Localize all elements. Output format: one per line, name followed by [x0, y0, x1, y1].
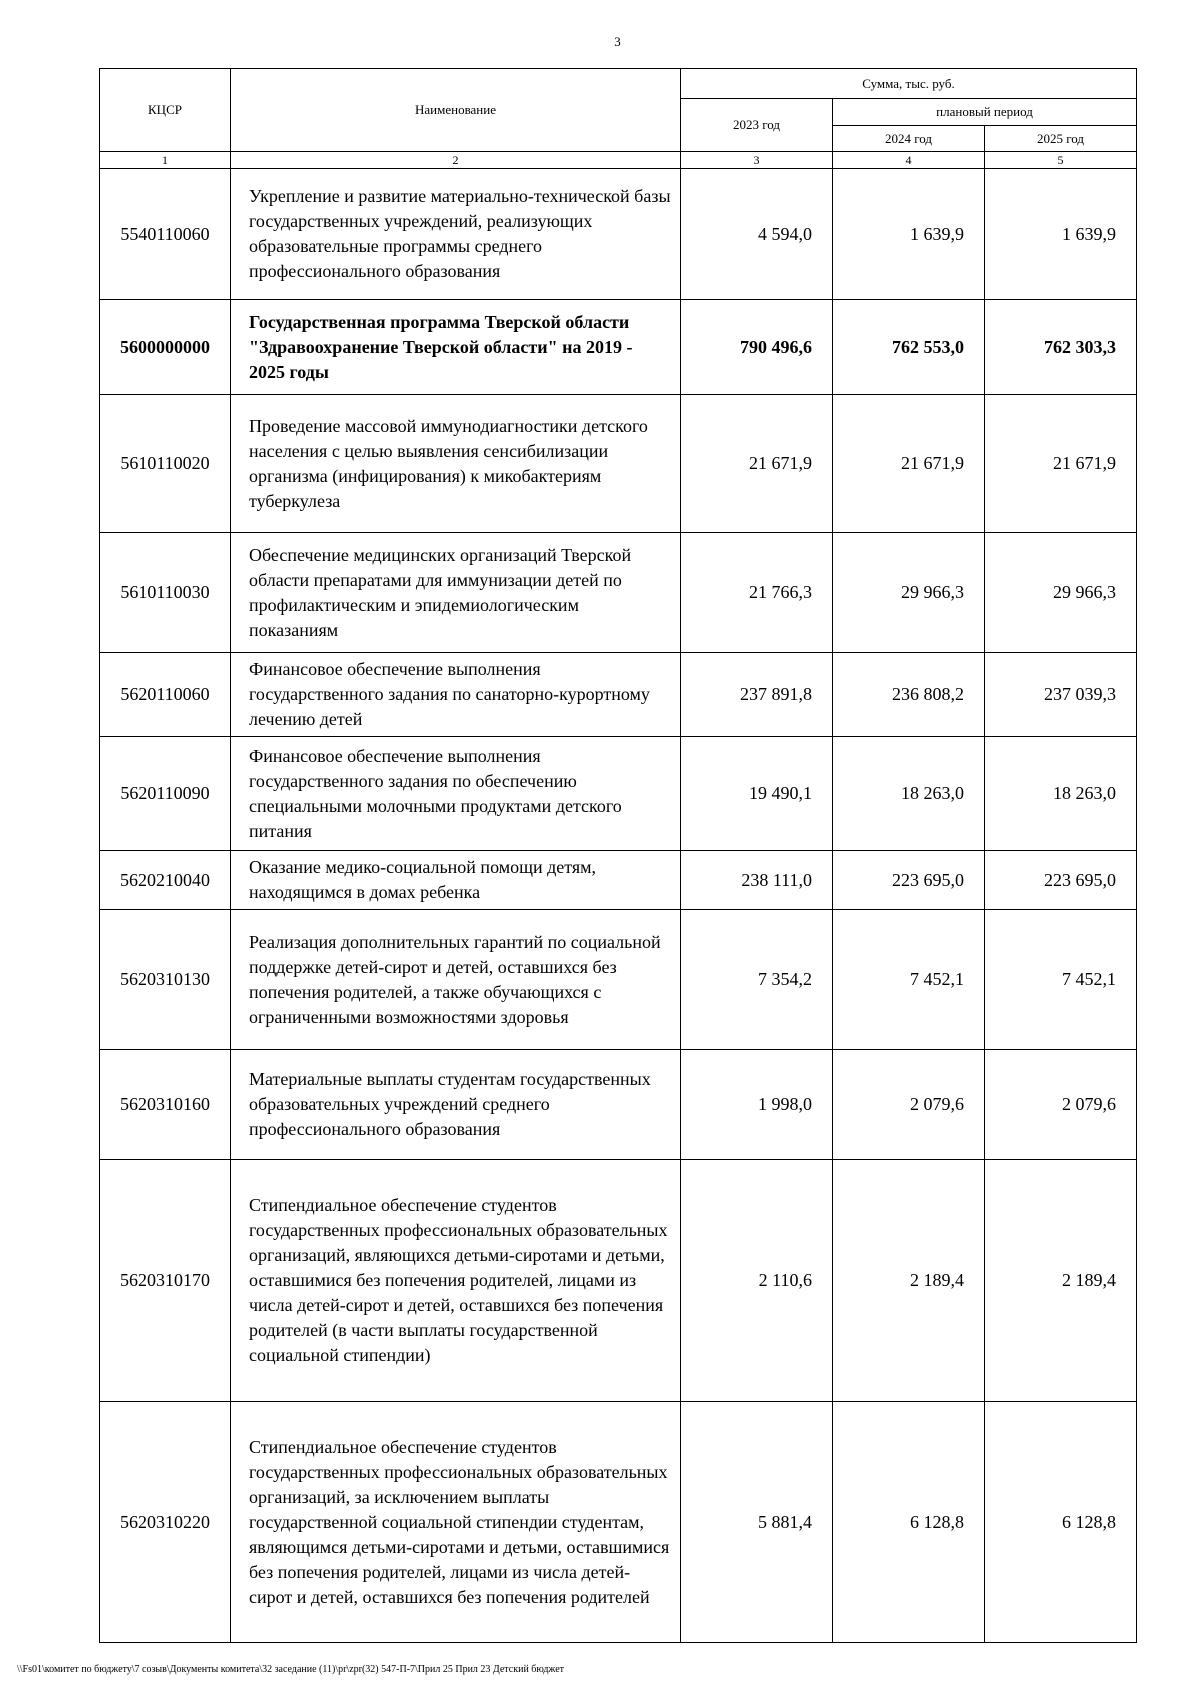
row-value-2025: 237 039,3 — [985, 653, 1137, 737]
table-row — [100, 300, 1137, 395]
table-row — [100, 653, 1137, 737]
header-name: Наименование — [231, 69, 681, 152]
table-row — [100, 1050, 1137, 1160]
row-value-2023: 7 354,2 — [681, 910, 833, 1050]
row-value-2025: 18 263,0 — [985, 737, 1137, 851]
table-row — [100, 395, 1137, 533]
table-row — [100, 169, 1137, 300]
row-name: Укрепление и развитие материально-технической базы государственных учреждений, реализующих образовательные программы среднего профессионального образования — [231, 169, 681, 300]
row-name: Оказание медико-социальной помощи детям, находящимся в домах ребенка — [231, 851, 681, 910]
row-value-2025: 7 452,1 — [985, 910, 1137, 1050]
row-code: 5610110030 — [100, 533, 231, 653]
row-value-2025: 2 189,4 — [985, 1160, 1137, 1402]
page-number: 3 — [614, 34, 621, 49]
table-row — [100, 533, 1137, 653]
row-value-2024: 2 189,4 — [833, 1160, 985, 1402]
table-row — [100, 910, 1137, 1050]
row-value-2023: 238 111,0 — [681, 851, 833, 910]
row-value-2025: 6 128,8 — [985, 1402, 1137, 1643]
row-value-2024: 6 128,8 — [833, 1402, 985, 1643]
table-row — [100, 851, 1137, 910]
column-number: 4 — [833, 152, 985, 169]
row-value-2025: 1 639,9 — [985, 169, 1137, 300]
row-value-2024: 1 639,9 — [833, 169, 985, 300]
row-name: Обеспечение медицинских организаций Тверской области препаратами для иммунизации детей по профилактическим и эпидемиологическим показаниям — [231, 533, 681, 653]
budget-table — [99, 68, 1137, 1643]
row-value-2023: 790 496,6 — [681, 300, 833, 395]
header-year-2023: 2023 год — [681, 99, 833, 152]
row-name: Материальные выплаты студентам государственных образовательных учреждений среднего профессионального образования — [231, 1050, 681, 1160]
row-value-2024: 18 263,0 — [833, 737, 985, 851]
row-value-2023: 4 594,0 — [681, 169, 833, 300]
row-value-2024: 223 695,0 — [833, 851, 985, 910]
row-name: Государственная программа Тверской области "Здравоохранение Тверской области" на 2019 - 2025 годы — [231, 300, 681, 395]
row-code: 5620110090 — [100, 737, 231, 851]
row-value-2024: 7 452,1 — [833, 910, 985, 1050]
row-value-2023: 21 671,9 — [681, 395, 833, 533]
header-code: КЦСР — [100, 69, 231, 152]
row-code: 5620310160 — [100, 1050, 231, 1160]
row-name: Стипендиальное обеспечение студентов государственных профессиональных образовательных организаций, являющихся детьми-сиротами и детьми, оставшимися без попечения родителей, лицами из числа детей-сирот и детей, оставшихся без попечения родителей (в части выплаты государственной социальной стипендии) — [231, 1160, 681, 1402]
row-value-2025: 21 671,9 — [985, 395, 1137, 533]
row-name: Финансовое обеспечение выполнения государственного задания по санаторно-курортному лечению детей — [231, 653, 681, 737]
row-code: 5620310170 — [100, 1160, 231, 1402]
row-value-2023: 2 110,6 — [681, 1160, 833, 1402]
table-row — [100, 1402, 1137, 1643]
column-number: 5 — [985, 152, 1137, 169]
header-sum: Сумма, тыс. руб. — [681, 69, 1137, 99]
row-value-2025: 762 303,3 — [985, 300, 1137, 395]
row-value-2023: 5 881,4 — [681, 1402, 833, 1643]
row-code: 5620310220 — [100, 1402, 231, 1643]
row-value-2025: 223 695,0 — [985, 851, 1137, 910]
row-code: 5610110020 — [100, 395, 231, 533]
header-year-2025: 2025 год — [985, 126, 1137, 152]
row-value-2025: 2 079,6 — [985, 1050, 1137, 1160]
column-number: 2 — [231, 152, 681, 169]
row-value-2023: 19 490,1 — [681, 737, 833, 851]
row-value-2023: 1 998,0 — [681, 1050, 833, 1160]
footer-file-path: \\Fs01\комитет по бюджету\7 созыв\Документы комитета\32 заседание (11)\pr\zpr(32) 547-П-7\Прил 25 Прил 23 Детский бюджет — [17, 1664, 565, 1675]
header-planned-period: плановый период — [833, 99, 1137, 126]
row-name: Финансовое обеспечение выполнения государственного задания по обеспечению специальными молочными продуктами детского питания — [231, 737, 681, 851]
row-name: Реализация дополнительных гарантий по социальной поддержке детей-сирот и детей, оставшихся без попечения родителей, а также обучающихся с ограниченными возможностями здоровья — [231, 910, 681, 1050]
row-name: Проведение массовой иммунодиагностики детского населения с целью выявления сенсибилизации организма (инфицирования) к микобактериям туберкулеза — [231, 395, 681, 533]
row-code: 5620310130 — [100, 910, 231, 1050]
row-code: 5620210040 — [100, 851, 231, 910]
header-year-2024: 2024 год — [833, 126, 985, 152]
row-value-2024: 236 808,2 — [833, 653, 985, 737]
row-value-2024: 2 079,6 — [833, 1050, 985, 1160]
row-value-2024: 21 671,9 — [833, 395, 985, 533]
row-code: 5600000000 — [100, 300, 231, 395]
row-code: 5540110060 — [100, 169, 231, 300]
column-number: 3 — [681, 152, 833, 169]
row-value-2023: 21 766,3 — [681, 533, 833, 653]
row-value-2024: 762 553,0 — [833, 300, 985, 395]
row-value-2024: 29 966,3 — [833, 533, 985, 653]
column-number: 1 — [100, 152, 231, 169]
table-row — [100, 1160, 1137, 1402]
row-value-2023: 237 891,8 — [681, 653, 833, 737]
row-name: Стипендиальное обеспечение студентов государственных профессиональных образовательных организаций, за исключением выплаты государственной социальной стипендии студентам, являющимся детьми-сиротами и детьми, оставшимися без попечения родителей, лицами из числа детей-сирот и детей, оставшихся без попечения родителей — [231, 1402, 681, 1643]
row-code: 5620110060 — [100, 653, 231, 737]
row-value-2025: 29 966,3 — [985, 533, 1137, 653]
table-row — [100, 737, 1137, 851]
